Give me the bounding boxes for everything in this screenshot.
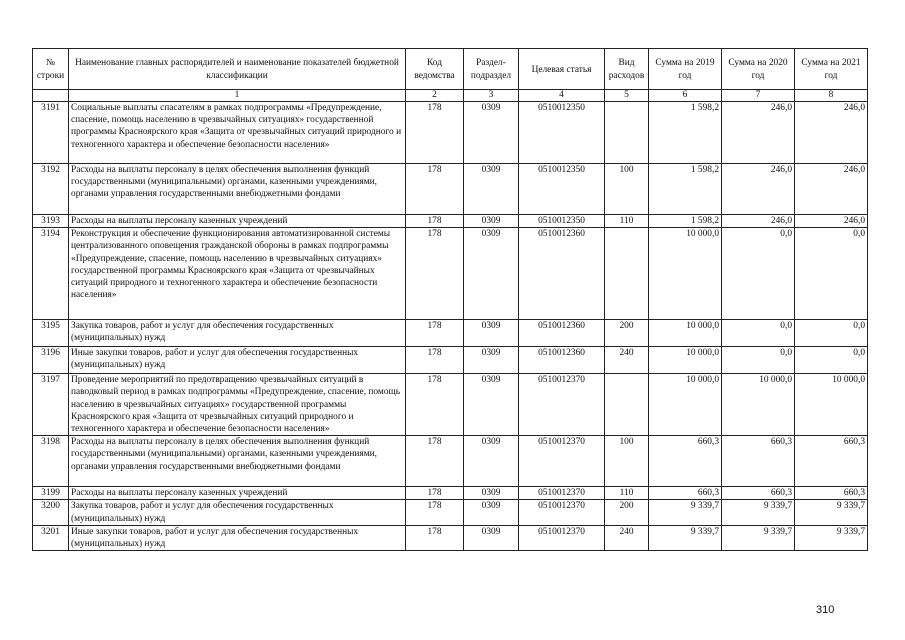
cell-n: 3198 [33,436,69,487]
cell-name: Реконструкция и обеспечение функционирования автоматизированной системы централизованного оповещения гражданской обороны в рамках подпрограммы «Предупреждение, спасение, помощь населению в чрезвычайных ситуациях» государственной программы Красноярского края «Защита от чрезвычайных ситуаций природного и техногенного характера и обеспечение безопасности населения» [69,228,406,320]
cell-s2021: 0,0 [795,228,868,320]
cell-target: 0510012350 [519,102,605,164]
cell-dept: 178 [406,102,464,164]
table-row [33,436,868,487]
header-row-number: № строки [33,49,69,90]
cell-dept: 178 [406,374,464,436]
cell-n: 3193 [33,215,69,228]
cell-sec: 0309 [464,164,519,215]
cell-s2021: 9 339,7 [795,525,868,550]
cell-s2020: 10 000,0 [722,374,795,436]
cell-s2019: 9 339,7 [649,525,722,550]
header-sum-2021: Сумма на 2021 год [795,49,868,90]
cell-sec: 0309 [464,320,519,347]
cell-vid: 240 [605,347,649,374]
cell-s2020: 660,3 [722,436,795,487]
cell-target: 0510012350 [519,164,605,215]
cell-s2019: 1 598,2 [649,215,722,228]
colnum-8: 8 [795,90,868,102]
budget-table [32,48,868,551]
cell-s2020: 0,0 [722,228,795,320]
cell-sec: 0309 [464,215,519,228]
cell-name: Закупка товаров, работ и услуг для обеспечения государственных (муниципальных) нужд [69,500,406,525]
column-number-row [33,90,868,102]
colnum-5: 5 [605,90,649,102]
cell-dept: 178 [406,228,464,320]
cell-s2021: 10 000,0 [795,374,868,436]
header-sum-2020: Сумма на 2020 год [722,49,795,90]
cell-n: 3192 [33,164,69,215]
cell-name: Расходы на выплаты персоналу казенных учреждений [69,215,406,228]
cell-s2021: 0,0 [795,320,868,347]
cell-n: 3200 [33,500,69,525]
cell-sec: 0309 [464,347,519,374]
cell-target: 0510012370 [519,487,605,500]
cell-vid: 110 [605,487,649,500]
cell-vid: 100 [605,436,649,487]
cell-n: 3196 [33,347,69,374]
cell-target: 0510012370 [519,500,605,525]
cell-dept: 178 [406,500,464,525]
header-expense-type: Вид расходов [605,49,649,90]
cell-name: Иные закупки товаров, работ и услуг для обеспечения государственных (муниципальных) нужд [69,525,406,550]
cell-name: Расходы на выплаты персоналу казенных учреждений [69,487,406,500]
cell-n: 3194 [33,228,69,320]
cell-n: 3191 [33,102,69,164]
table-row [33,215,868,228]
cell-vid [605,102,649,164]
cell-name: Социальные выплаты спасателям в рамках подпрограммы «Предупреждение, спасение, помощь населению в чрезвычайных ситуациях» государственной программы Красноярского края «Защита от чрезвычайных ситуаций природного и техногенного характера и обеспечение безопасности населения» [69,102,406,164]
colnum-1: 1 [69,90,406,102]
cell-target: 0510012370 [519,436,605,487]
cell-s2021: 246,0 [795,102,868,164]
table-row [33,347,868,374]
cell-name: Расходы на выплаты персоналу в целях обеспечения выполнения функций государственными (муниципальными) органами, казенными учреждениями, органами управления государственными внебюджетными фондами [69,436,406,487]
cell-name: Проведение мероприятий по предотвращению чрезвычайных ситуаций в паводковый период в рамках подпрограммы «Предупреждение, спасение, помощь населению в чрезвычайных ситуациях» государственной программы Красноярского края «Защита от чрезвычайных ситуаций природного и техногенного характера и обеспечение безопасности населения» [69,374,406,436]
cell-s2019: 10 000,0 [649,320,722,347]
header-name: Наименование главных распорядителей и наименование показателей бюджетной классификации [69,49,406,90]
table-row [33,525,868,550]
cell-dept: 178 [406,525,464,550]
colnum-4: 4 [519,90,605,102]
cell-s2019: 10 000,0 [649,374,722,436]
cell-sec: 0309 [464,228,519,320]
cell-s2019: 10 000,0 [649,228,722,320]
cell-n: 3199 [33,487,69,500]
cell-s2021: 246,0 [795,164,868,215]
cell-s2019: 10 000,0 [649,347,722,374]
table-row [33,228,868,320]
cell-s2020: 246,0 [722,102,795,164]
cell-dept: 178 [406,320,464,347]
cell-name: Закупка товаров, работ и услуг для обеспечения государственных (муниципальных) нужд [69,320,406,347]
cell-n: 3201 [33,525,69,550]
cell-sec: 0309 [464,525,519,550]
cell-s2021: 0,0 [795,347,868,374]
cell-s2020: 0,0 [722,347,795,374]
cell-s2021: 9 339,7 [795,500,868,525]
table-row [33,102,868,164]
colnum-2: 2 [406,90,464,102]
cell-s2019: 660,3 [649,436,722,487]
cell-sec: 0309 [464,436,519,487]
cell-s2020: 246,0 [722,164,795,215]
cell-s2021: 246,0 [795,215,868,228]
cell-s2020: 660,3 [722,487,795,500]
cell-s2019: 1 598,2 [649,164,722,215]
cell-dept: 178 [406,436,464,487]
header-section: Раздел-подраздел [464,49,519,90]
table-row [33,500,868,525]
cell-n: 3197 [33,374,69,436]
cell-vid: 110 [605,215,649,228]
cell-name: Иные закупки товаров, работ и услуг для обеспечения государственных (муниципальных) нужд [69,347,406,374]
cell-dept: 178 [406,215,464,228]
header-target-article: Целевая статья [519,49,605,90]
table-row [33,487,868,500]
cell-vid: 200 [605,320,649,347]
cell-target: 0510012360 [519,228,605,320]
cell-vid: 100 [605,164,649,215]
cell-s2020: 9 339,7 [722,500,795,525]
cell-sec: 0309 [464,102,519,164]
cell-s2019: 660,3 [649,487,722,500]
cell-vid [605,374,649,436]
cell-target: 0510012360 [519,320,605,347]
cell-target: 0510012370 [519,374,605,436]
cell-dept: 178 [406,347,464,374]
colnum-0 [33,90,69,102]
cell-n: 3195 [33,320,69,347]
header-dept-code: Код ведомства [406,49,464,90]
colnum-3: 3 [464,90,519,102]
table-row [33,320,868,347]
cell-sec: 0309 [464,374,519,436]
cell-sec: 0309 [464,487,519,500]
cell-s2020: 0,0 [722,320,795,347]
cell-name: Расходы на выплаты персоналу в целях обеспечения выполнения функций государственными (муниципальными) органами, казенными учреждениями, органами управления государственными внебюджетными фондами [69,164,406,215]
header-sum-2019: Сумма на 2019 год [649,49,722,90]
table-row [33,374,868,436]
page-number: 310 [816,604,835,616]
cell-sec: 0309 [464,500,519,525]
cell-target: 0510012350 [519,215,605,228]
header-row [33,49,868,90]
cell-s2020: 9 339,7 [722,525,795,550]
cell-vid [605,228,649,320]
colnum-7: 7 [722,90,795,102]
cell-dept: 178 [406,487,464,500]
cell-s2019: 9 339,7 [649,500,722,525]
cell-s2021: 660,3 [795,436,868,487]
cell-vid: 240 [605,525,649,550]
cell-s2021: 660,3 [795,487,868,500]
cell-dept: 178 [406,164,464,215]
cell-vid: 200 [605,500,649,525]
cell-target: 0510012370 [519,525,605,550]
cell-s2020: 246,0 [722,215,795,228]
table-row [33,164,868,215]
colnum-6: 6 [649,90,722,102]
cell-target: 0510012360 [519,347,605,374]
cell-s2019: 1 598,2 [649,102,722,164]
